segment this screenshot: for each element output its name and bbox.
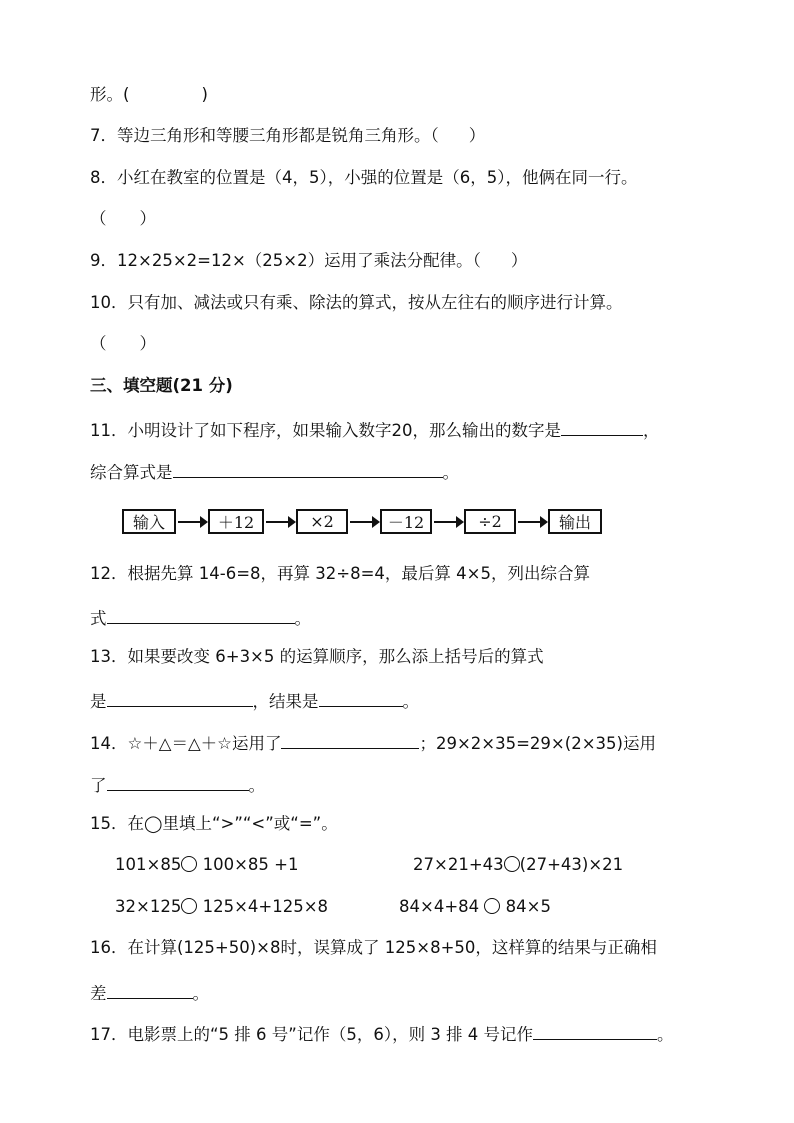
q14-text: 14．☆＋△＝△＋☆运用了 [90, 734, 282, 753]
question-14-line1 [90, 730, 656, 755]
q11-expression-blank[interactable] [173, 459, 443, 478]
question-13-line2 [90, 688, 419, 713]
compare-right: 100×85 +1 [202, 855, 299, 874]
flow-arrow-4 [434, 521, 462, 523]
compare-circle-icon[interactable] [181, 856, 197, 872]
q14-period: 。 [248, 776, 265, 795]
question-8: 8．小红在教室的位置是（4，5），小强的位置是（6，5），他俩在同一行。 [90, 168, 638, 187]
q10-answer-paren[interactable]: （ ） [90, 334, 156, 353]
flow-op-times2: ×2 [296, 509, 348, 534]
q7-text: 7．等边三角形和等腰三角形都是锐角三角形。（ [90, 126, 439, 145]
compare-circle-icon[interactable] [181, 898, 197, 914]
question-16-line2 [90, 980, 209, 1005]
compare-circle-icon[interactable] [504, 856, 520, 872]
q11-comma: ， [643, 421, 660, 440]
question-9 [90, 250, 527, 272]
compare-item-2 [413, 855, 623, 874]
question-15-prompt: 15．在◯里填上“>”“<”或“=”。 [90, 814, 338, 833]
q9-close-paren: ） [510, 251, 528, 270]
q12-line2-text: 式 [90, 609, 107, 628]
q17-seat-blank[interactable] [533, 1021, 657, 1040]
compare-right: 84×5 [505, 897, 551, 916]
q11-period: 。 [442, 463, 459, 482]
compare-right: (27+43)×21 [519, 855, 624, 874]
q14-text-2: ；29×2×35=29×(2×35)运用 [419, 734, 656, 753]
question-16-line1: 16．在计算(125+50)×8时，误算成了 125×8+50，这样算的结果与正确相 [90, 938, 657, 957]
q11-output-blank[interactable] [561, 417, 643, 436]
question-13-line1: 13．如果要改变 6+3×5 的运算顺序，那么添上括号后的算式 [90, 647, 544, 666]
question-7 [90, 125, 485, 147]
compare-circle-icon[interactable] [484, 898, 500, 914]
flow-input-box: 输入 [122, 509, 176, 534]
q17-period: 。 [657, 1025, 674, 1044]
question-11-line2 [90, 459, 459, 484]
q12-expression-blank[interactable] [107, 605, 295, 624]
program-flow-diagram [122, 509, 602, 534]
section-3-title: 三、填空题(21 分) [90, 376, 233, 395]
flow-op-plus12: ＋12 [208, 509, 264, 534]
question-14-line2 [90, 772, 265, 797]
q6-tail [90, 84, 208, 106]
q7-close-paren: ） [468, 126, 486, 145]
flow-arrow-5 [518, 521, 546, 523]
flow-op-minus12: －12 [380, 509, 432, 534]
q6-tail-text: 形。( [90, 85, 130, 104]
q11-text: 11．小明设计了如下程序，如果输入数字20，那么输出的数字是 [90, 421, 561, 440]
compare-item-3 [115, 897, 328, 916]
question-11-line1 [90, 417, 660, 442]
q13-result-label: ，结果是 [252, 692, 319, 711]
q16-period: 。 [192, 984, 209, 1003]
q13-result-blank[interactable] [319, 688, 403, 707]
flow-arrow-1 [178, 521, 206, 523]
q6-close-paren: ) [201, 85, 208, 104]
q11-line2-text: 综合算式是 [90, 463, 173, 482]
q14-law-blank-1[interactable] [281, 730, 419, 749]
q14-law-blank-2[interactable] [107, 772, 249, 791]
question-12-line1: 12．根据先算 14-6=8，再算 32÷8=4，最后算 4×5，列出综合算 [90, 564, 590, 583]
question-12-line2 [90, 605, 311, 630]
compare-left: 27×21+43 [413, 855, 504, 874]
compare-left: 101×85 [115, 855, 182, 874]
q13-period: 。 [402, 692, 419, 711]
q14-line2-text: 了 [90, 776, 107, 795]
q16-difference-blank[interactable] [107, 980, 193, 999]
compare-item-1 [115, 855, 298, 874]
flow-op-div2: ÷2 [464, 509, 516, 534]
flow-arrow-3 [350, 521, 378, 523]
q9-text: 9．12×25×2=12×（25×2）运用了乘法分配律。（ [90, 251, 481, 270]
q13-expression-blank[interactable] [107, 688, 253, 707]
compare-item-4 [399, 897, 551, 916]
flow-output-box: 输出 [548, 509, 602, 534]
flow-arrow-2 [266, 521, 294, 523]
compare-left: 84×4+84 [399, 897, 480, 916]
q16-line2-text: 差 [90, 984, 107, 1003]
q17-text: 17．电影票上的“5 排 6 号”记作（5，6），则 3 排 4 号记作 [90, 1025, 534, 1044]
q8-answer-paren[interactable]: （ ） [90, 209, 156, 228]
question-10: 10．只有加、减法或只有乘、除法的算式，按从左往右的顺序进行计算。 [90, 293, 623, 312]
q13-line2-text: 是 [90, 692, 107, 711]
q12-period: 。 [294, 609, 311, 628]
question-17 [90, 1021, 674, 1046]
compare-left: 32×125 [115, 897, 182, 916]
compare-right: 125×4+125×8 [202, 897, 329, 916]
